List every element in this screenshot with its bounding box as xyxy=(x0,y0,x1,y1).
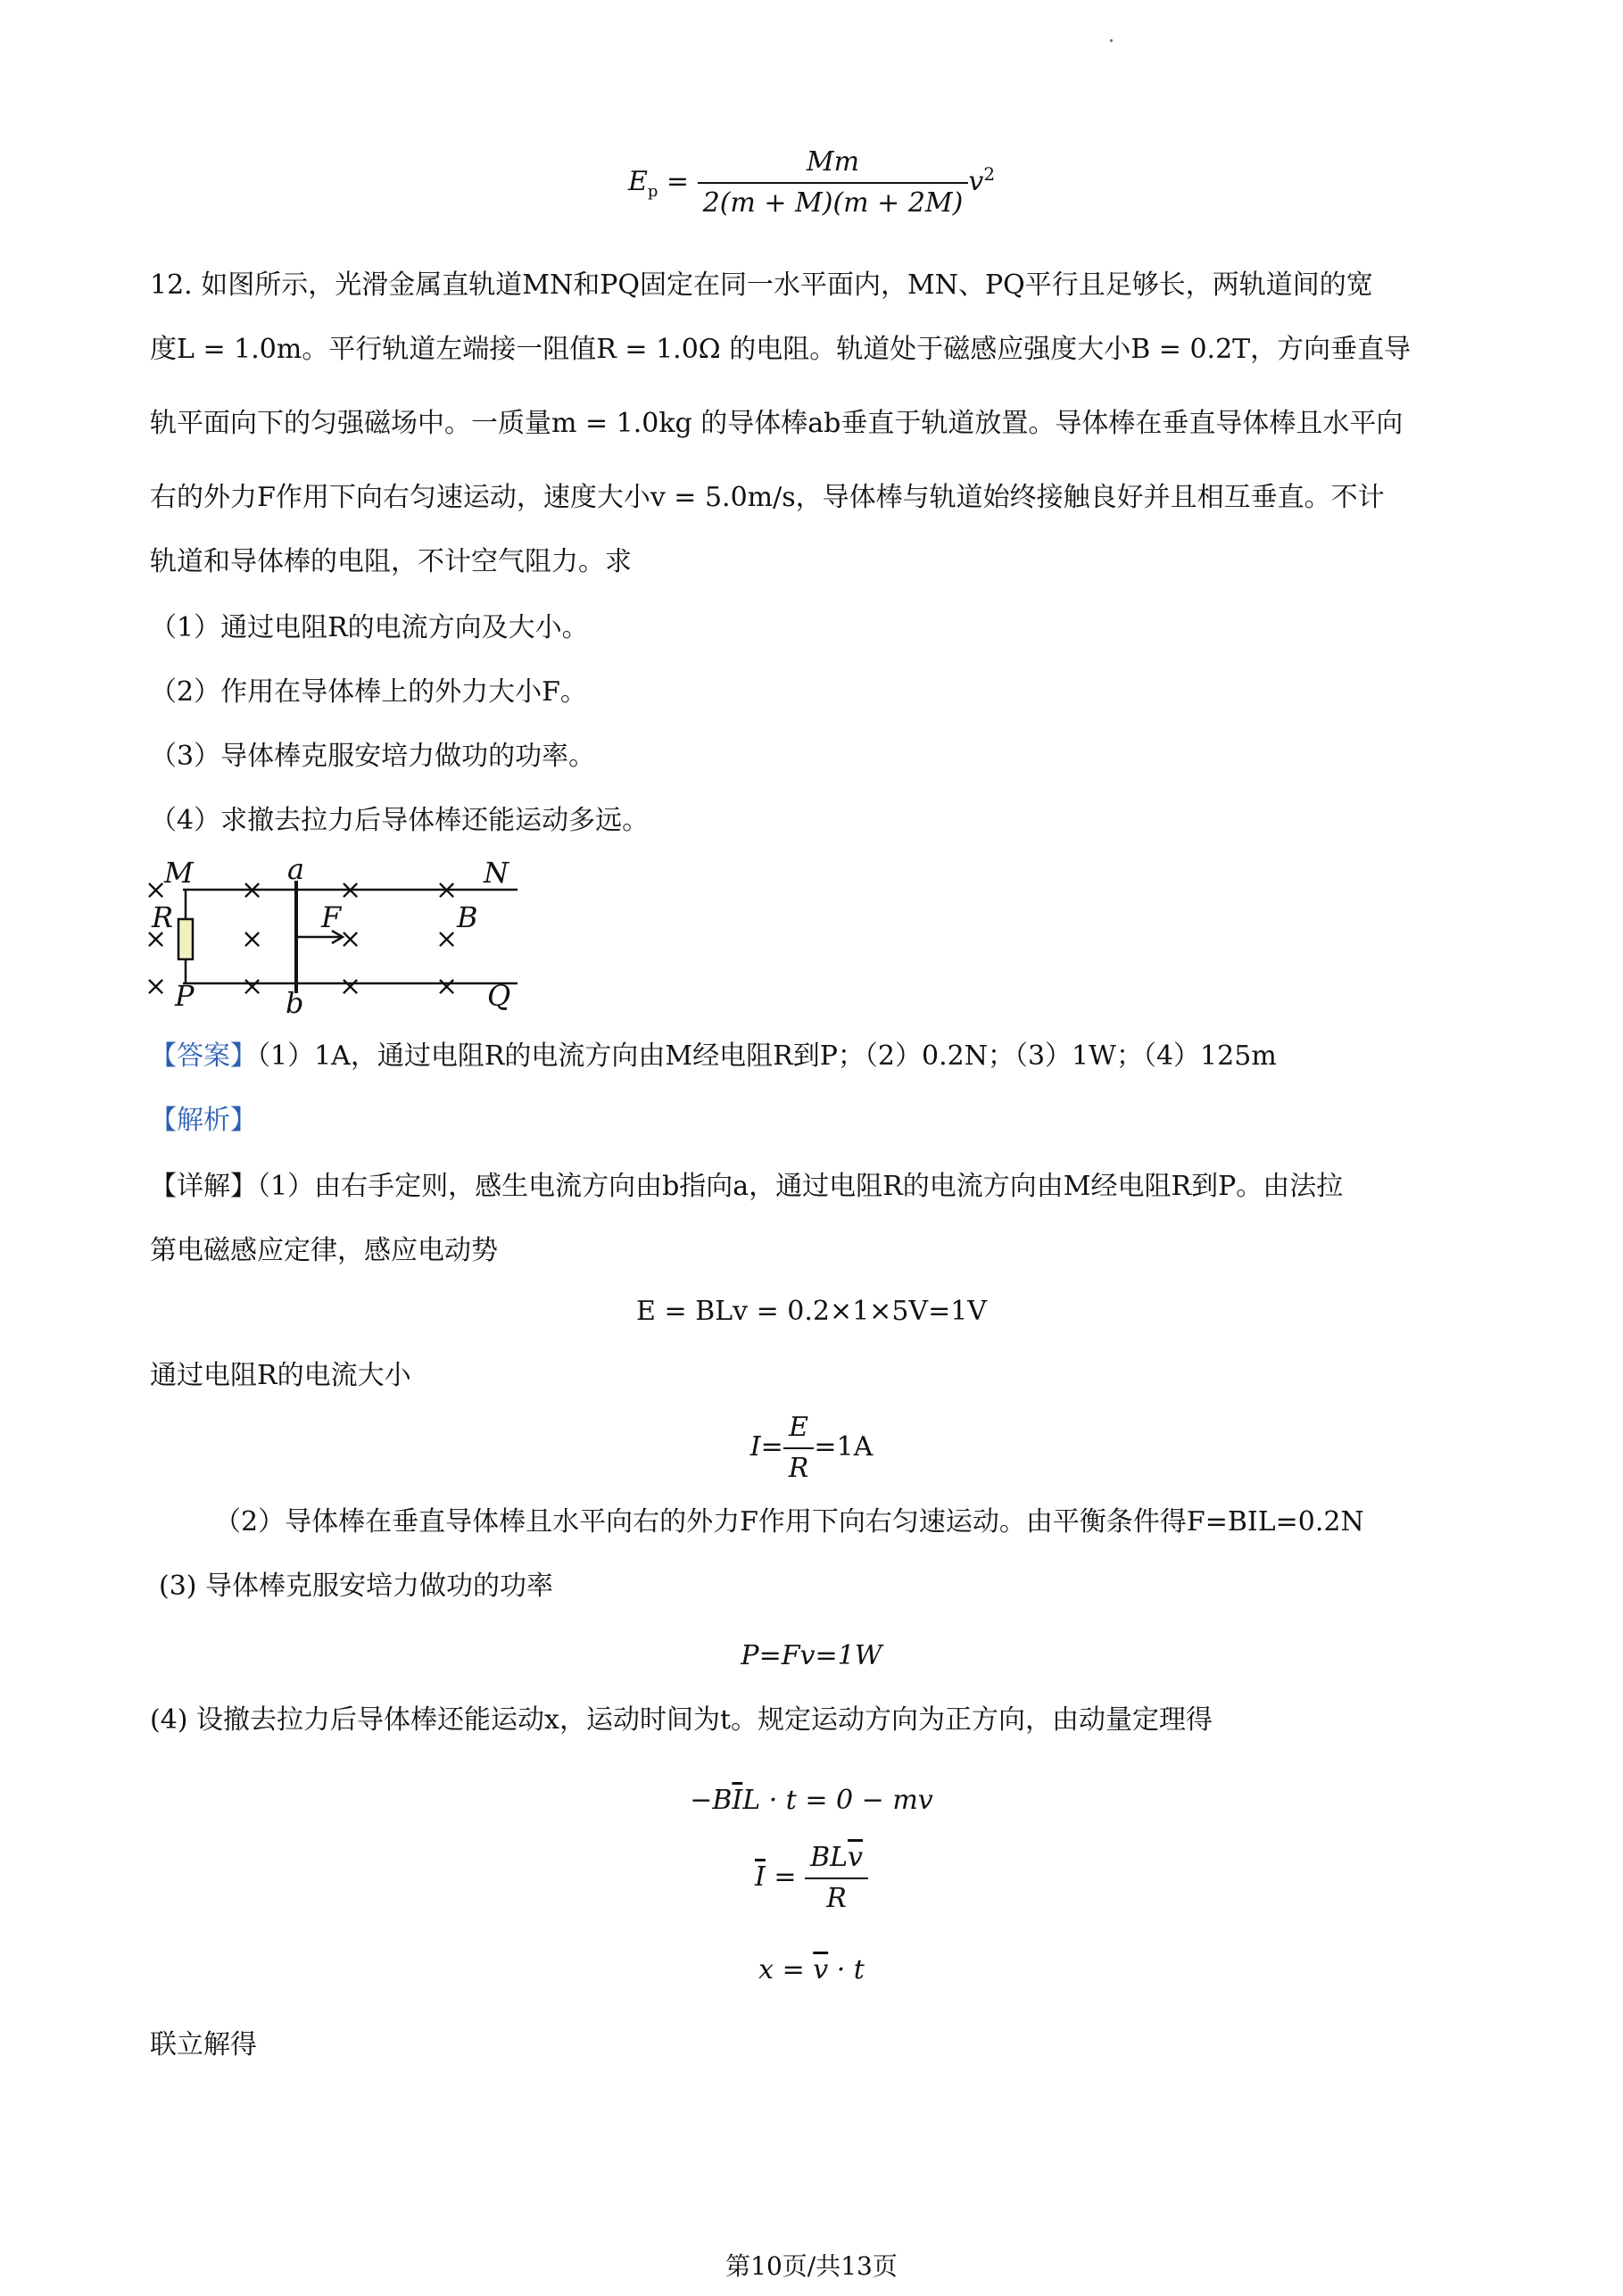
cross: × xyxy=(435,971,459,1002)
page-footer: 第10页/共13页 xyxy=(725,2251,898,2281)
cross: × xyxy=(145,874,168,906)
analysis-line xyxy=(150,1101,1480,1140)
question-4: （4）求撤去拉力后导体棒还能运动多远。 xyxy=(150,805,650,836)
detail-line-5: (3) 导体棒克服安培力做功的功率 xyxy=(159,1571,554,1602)
detail-line-6: (4) 设撤去拉力后导体棒还能运动x，运动时间为t。规定运动方向为正方向，由动量定理得 xyxy=(150,1704,1213,1736)
equation-displacement: $x = \overline{v} \cdot t$ xyxy=(758,1954,865,1985)
scan-speck xyxy=(1110,39,1113,42)
label-n: N xyxy=(484,856,509,890)
cross: × xyxy=(339,971,362,1002)
equation-current: I= $\frac{E}{R}$ =1A xyxy=(0,1408,1623,1488)
detail-line-7: 联立解得 xyxy=(150,2029,257,2060)
formula-ep: $E_p$ = $\frac{Mm}{2(m + M)(m + 2M)}$ $v^2$ xyxy=(0,143,1623,223)
cross: × xyxy=(145,971,168,1002)
cross: × xyxy=(339,924,362,955)
cross: × xyxy=(435,924,459,955)
current-fraction: $\frac{E}{R}$ xyxy=(783,1408,815,1488)
label-f: F xyxy=(321,900,342,934)
problem-line-4: 右的外力F作用下向右匀速运动，速度大小v = 5.0m/s，导体棒与轨道始终接触良好并且相互垂直。不计 xyxy=(150,482,1385,513)
detail-line-2: 第电磁感应定律，感应电动势 xyxy=(150,1235,498,1266)
problem-line-3: 轨平面向下的匀强磁场中。一质量m = 1.0kg 的导体棒ab垂直于轨道放置。导体棒在垂直导体棒且水平向 xyxy=(150,408,1404,439)
analysis-tag: 【解析】 xyxy=(150,1105,257,1136)
label-m: M xyxy=(164,856,194,890)
equation-emf: E = BLv = 0.2×1×5V=1V xyxy=(636,1296,987,1327)
equation-avg-current: $\overline{I}$ = $\frac{BL\overline{v}}{R}$ xyxy=(0,1838,1623,1919)
answer-text: （1）1A，通过电阻R的电流方向由M经电阻R到P；（2）0.2N；（3）1W；（4）125m xyxy=(257,1040,1277,1072)
label-p: P xyxy=(175,979,195,1013)
formula-fraction: $\frac{Mm}{2(m + M)(m + 2M)}$ xyxy=(698,143,969,223)
label-b: b xyxy=(286,986,304,1020)
question-2: （2）作用在导体棒上的外力大小F。 xyxy=(150,676,587,708)
problem-line-1: 12. 如图所示，光滑金属直轨道MN和PQ固定在同一水平面内，MN、PQ平行且足够长，两轨道间的宽 xyxy=(150,269,1373,301)
cross: × xyxy=(241,971,264,1002)
cross: × xyxy=(145,924,168,955)
formula-lhs: E xyxy=(627,166,648,197)
answer-tag: 【答案】 xyxy=(150,1040,257,1072)
resistor-r xyxy=(178,919,193,959)
label-a: a xyxy=(287,852,305,886)
question-1: （1）通过电阻R的电流方向及大小。 xyxy=(150,612,589,643)
problem-line-2: 度L = 1.0m。平行轨道左端接一阻值R = 1.0Ω 的电阻。轨道处于磁感应强度大小B = 0.2T，方向垂直导 xyxy=(150,334,1412,365)
problem-line-5: 轨道和导体棒的电阻，不计空气阻力。求 xyxy=(150,546,632,577)
cross: × xyxy=(339,874,362,906)
detail-line-3: 通过电阻R的电流大小 xyxy=(150,1360,411,1391)
equation-power: P=Fv=1W xyxy=(741,1640,882,1671)
label-q: Q xyxy=(487,979,511,1013)
cross: × xyxy=(241,924,264,955)
cross: × xyxy=(241,874,264,906)
label-r: R xyxy=(152,900,174,934)
detail-tag: 【详解】 xyxy=(150,1171,257,1202)
cross: × xyxy=(435,874,459,906)
label-b-field: B xyxy=(457,900,478,934)
detail-line-1: 【详解】（1）由右手定则，感生电流方向由b指向a，通过电阻R的电流方向由M经电阻R到P。由法拉 xyxy=(150,1171,1344,1202)
avg-current-fraction: $\frac{BL\overline{v}}{R}$ xyxy=(805,1838,868,1919)
question-3: （3）导体棒克服安培力做功的功率。 xyxy=(150,741,596,772)
answer-line xyxy=(150,1037,1480,1076)
detail-line-4: （2）导体棒在垂直导体棒且水平向右的外力F作用下向右匀速运动。由平衡条件得F=BIL=0.2N xyxy=(214,1506,1364,1538)
equation-momentum: $-B\overline{I}L \cdot t = 0$ − mv xyxy=(690,1785,933,1816)
circuit-diagram xyxy=(143,852,535,1022)
